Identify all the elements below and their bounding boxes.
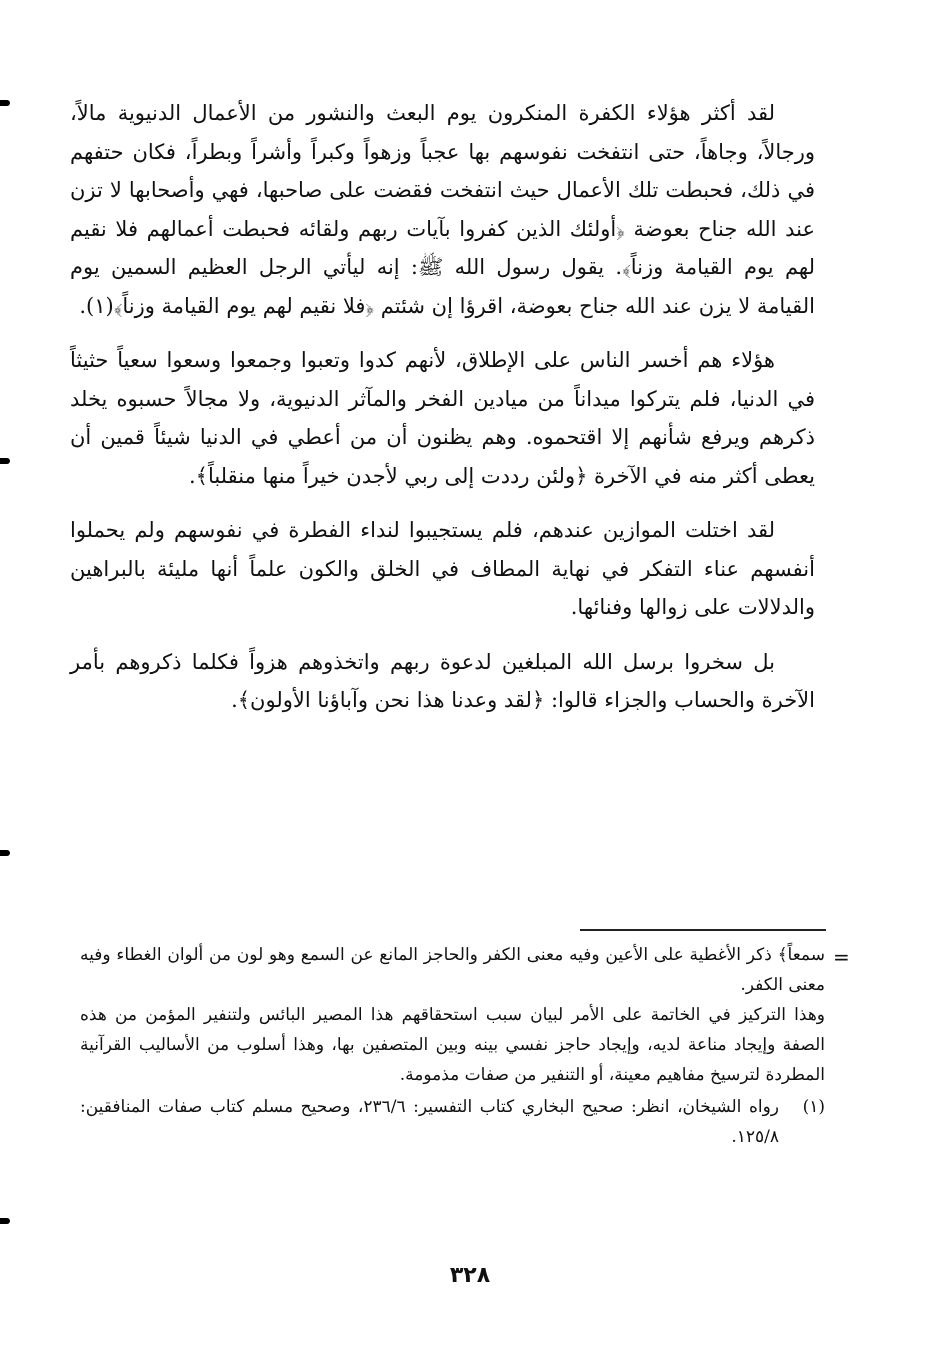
- paragraph: لقد أكثر هؤلاء الكفرة المنكرون يوم البعث والنشور من الأعمال الدنيوية مالاً، ورجالاً، وجاهاً، حتى انتفخت نفوسهم بها عجباً وزهواً وكبراً وأشراً وبطراً، فكان حتفهم في ذلك، فحبطت تلك الأعمال حيث انتفخت فقضت على صاحبها، فهي وأصحابها لا تزن عند الله جناح بعوضة ﴿أولئك الذين كفروا بآيات ربهم ولقائه فحبطت أعمالهم فلا نقيم لهم يوم القيامة وزناً﴾. يقول رسول الله ﷺ: إنه ليأتي الرجل العظيم السمين يوم القيامة لا يزن عند الله جناح بعوضة، اقرؤا إن شئتم ﴿فلا نقيم لهم يوم القيامة وزناً﴾(١).: [70, 101, 815, 318]
- paragraph: بل سخروا برسل الله المبلغين لدعوة ربهم واتخذوهم هزواً فكلما ذكروهم بأمر الآخرة والحساب والجزاء قالوا: ﴿لقد وعدنا هذا نحن وآباؤنا الأولون﴾.: [70, 649, 815, 712]
- scan-edge-mark: [0, 1218, 10, 1224]
- footnote-separator: [580, 929, 826, 931]
- footnote-continuation: سمعاً﴾ ذكر الأغطية على الأعين وفيه معنى الكفر والحاجز المانع عن السمع وهو لون من ألوان الغطاء وفيه معنى الكفر.: [80, 945, 825, 995]
- footnote-item: [80, 1092, 825, 1152]
- scan-edge-mark: [0, 458, 10, 464]
- footnote-number: (١): [802, 1097, 825, 1117]
- footnote-continuation-marker: =: [833, 945, 850, 969]
- footnote-continuation: وهذا التركيز في الخاتمة على الأمر لبيان سبب استحقاقهم هذا المصير البائس ولتنفير المؤمن من هذه الصفة وإيجاد مناعة لديه، وإيجاد حاجز نفسي بينه وبين المتصفين بها، وهذا أسلوب من الأساليب القرآنية المطردة لترسيخ مفاهيم معينة، أو التنفير من صفات مذمومة.: [80, 1005, 825, 1085]
- paragraph: لقد اختلت الموازين عندهم، فلم يستجيبوا لنداء الفطرة في نفوسهم ولم يحملوا أنفسهم عناء التفكر في نهاية المطاف في الخلق والكون علماً أنها مليئة بالبراهين والدلالات على زوالها وفنائها.: [70, 518, 815, 619]
- paragraph: هؤلاء هم أخسر الناس على الإطلاق، لأنهم كدوا وتعبوا وجمعوا وسعوا سعياً حثيثاً في الدنيا، فلم يتركوا ميداناً من ميادين الفخر والمآثر الدنيوية، ولا مجالاً حسبوه يخلد ذكرهم ويرفع شأنهم إلا اقتحموه. وهم يظنون أن من أعطي في الدنيا شيئاً قمين أن يعطى أكثر منه في الآخرة ﴿ولئن رددت إلى ربي لأجدن خيراً منها منقلباً﴾.: [70, 348, 815, 488]
- page-number: ٣٢٨: [449, 1263, 491, 1288]
- footnote-text: رواه الشيخان، انظر: صحيح البخاري كتاب التفسير: ٢٣٦/٦، وصحيح مسلم كتاب صفات المنافقين: ١٢٥/٨.: [80, 1097, 779, 1147]
- footnotes: [80, 940, 825, 1152]
- main-text: [70, 94, 815, 720]
- scan-edge-mark: [0, 100, 10, 106]
- scan-edge-mark: [0, 850, 10, 856]
